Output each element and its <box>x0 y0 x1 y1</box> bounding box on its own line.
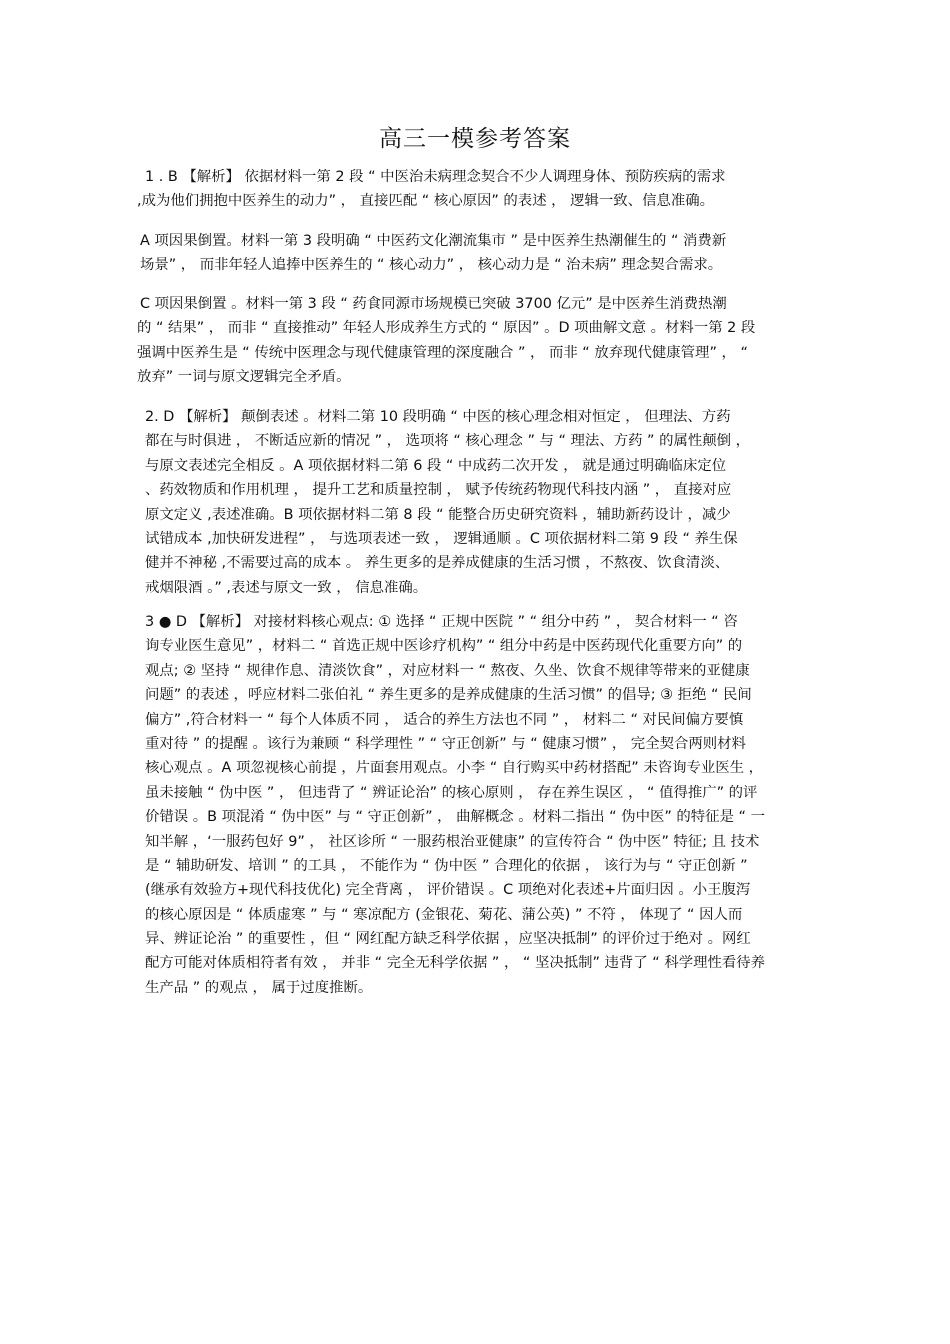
paragraph-line: 生产品 ” 的观点 ， 属于过度推断。 <box>145 979 373 996</box>
paragraph-line: 询专业医生意见” ，材料二 “ 首选正规中医诊疗机构” “ 组分中药是中医药现代化重要方向” 的 <box>145 638 743 655</box>
paragraph-line: 知半解 ，‘一服药包好 9” ， 社区诊所 “ 一服药根治亚健康” 的宣传符合 “ 伪中医” 特征; 且 技术 <box>145 833 760 850</box>
paragraph-line: 虽未接触 “ 伪中医 ” ， 但违背了 “ 辨证论治” 的核心原则 ， 存在养生误区 ， “ 值得推广” 的评 <box>145 784 758 801</box>
paragraph-line: A 项因果倒置。材料一第 3 段明确 “ 中医药文化潮流集市 ” 是中医养生热潮催生的 “ 消费新 <box>140 233 727 249</box>
paragraph-option-a <box>137 229 819 278</box>
paragraph-line: 观点; ② 坚持 “ 规律作息、清淡饮食” ，对应材料一 “ 熬夜、久坐、饮食不规律等带来的亚健康 <box>145 662 750 679</box>
paragraph-line: 价错误 。B 项混淆 “ 伪中医” 与 “ 守正创新” ， 曲解概念 。材料二指出 “ 伪中医” 的特征是 “ 一 <box>145 809 765 826</box>
paragraph-line: 的 “ 结果” ， 而非 “ 直接推动” 年轻人形成养生方式的 “ 原因” 。D 项曲解文意 。材料一第 2 段 <box>137 320 756 337</box>
paragraph-option-cd <box>137 292 819 390</box>
paragraph-line: 试错成本 ,加快研发进程” ， 与选项表述一致 ， 逻辑通顺 。C 项依据材料二第 9 段 “ 养生保 <box>145 530 738 547</box>
page-title: 高三一模参考答案 <box>379 126 571 152</box>
paragraph-line: 放弃” 一词与原文逻辑完全矛盾。 <box>137 369 351 386</box>
paragraph-line: 核心观点 。A 项忽视核心前提 ，片面套用观点。小李 “ 自行购买中药材搭配” 未咨询专业医生 ， <box>145 760 764 777</box>
paragraph-line: 健并不神秘 ,不需要过高的成本 。 养生更多的是养成健康的生活习惯 ，不熬夜、饮食清淡、 <box>145 555 730 572</box>
paragraph-line: ,成为他们拥抱中医养生的动力” ， 直接匹配 “ 核心原因” 的表述 ， 逻辑一致、信息准确。 <box>137 193 715 210</box>
paragraph-line: 的核心原因是 “ 体质虚寒 ” 与 “ 寒凉配方 (金银花、菊花、蒲公英) ” 不符 ， 体现了 “ 因人而 <box>145 906 743 923</box>
paragraph-line: 与原文表述完全相反 。A 项依据材料二第 6 段 “ 中成药二次开发 ， 就是通过明确临床定位 <box>145 457 727 474</box>
paragraph-line: 1 . B 【解析】 依据材料一第 2 段 “ 中医治未病理念契合不少人调理身体、预防疾病的需求 <box>145 169 726 185</box>
paragraph-q1-analysis <box>137 165 819 214</box>
paragraph-line: 都在与时俱进 ， 不断适应新的情况 ” ， 选项将 “ 核心理念 ” 与 “ 理法、方药 ” 的属性颠倒 ， <box>145 433 750 450</box>
paragraph-line: 重对待 ” 的提醒 。该行为兼顾 “ 科学理性 ” “ 守正创新” 与 “ 健康习惯” ， 完全契合两则材料 <box>145 735 746 752</box>
paragraph-line: 2. D 【解析】 颠倒表述 。材料二第 10 段明确 “ 中医的核心理念相对恒定 ， 但理法、方药 <box>145 409 731 425</box>
paragraph-line: (继承有效验方+现代科技优化) 完全背离 ， 评价错误 。C 项绝对化表述+片面归因 。小王腹泻 <box>145 882 751 899</box>
paragraph-line: 是 “ 辅助研发、培训 ” 的工具 ， 不能作为 “ 伪中医 ” 合理化的依据 ， 该行为与 “ 守正创新 ” <box>145 857 748 874</box>
paragraph-line: 配方可能对体质相符者有效 ， 并非 “ 完全无科学依据 ” ， “ 坚决抵制” 违背了 “ 科学理性看待养 <box>145 955 766 972</box>
paragraph-q3-analysis <box>137 610 819 1000</box>
paragraph-line: 偏方” ,符合材料一 “ 每个人体质不同 ， 适合的养生方法也不同 ” ， 材料二 “ 对民间偏方要慎 <box>145 711 744 728</box>
paragraph-q2-analysis <box>137 405 819 600</box>
paragraph-line: 原文定义 ,表述准确。B 项依据材料二第 8 段 “ 能整合历史研究资料 ，辅助新药设计 ，减少 <box>145 506 731 523</box>
paragraph-line: 戒烟限酒 。” ,表述与原文一致 ， 信息准确。 <box>145 579 428 596</box>
paragraph-line: 异、辨证论治 ” 的重要性 ，但 “ 网红配方缺乏科学依据 ，应坚决抵制” 的评价过于绝对 。网红 <box>145 931 751 948</box>
paragraph-line: 3 ● D 【解析】 对接材料核心观点: ① 选择 “ 正规中医院 ” “ 组分中药 ” ， 契合材料一 “ 咨 <box>145 614 738 630</box>
paragraph-line: 强调中医养生是 “ 传统中医理念与现代健康管理的深度融合 ” ， 而非 “ 放弃现代健康管理” ， “ <box>137 344 748 361</box>
paragraph-line: 问题” 的表述 ，呼应材料二张伯礼 “ 养生更多的是养成健康的生活习惯” 的倡导; ③ 拒绝 “ 民间 <box>145 687 752 704</box>
paragraph-line: 、药效物质和作用机理 ， 提升工艺和质量控制 ， 赋予传统药物现代科技内涵 ” ， 直接对应 <box>145 482 732 499</box>
paragraph-line: 场景” ， 而非年轻人追捧中医养生的 “ 核心动力” ， 核心动力是 “ 治未病” 理念契合需求。 <box>140 257 723 274</box>
paragraph-line: C 项因果倒置 。材料一第 3 段 “ 药食同源市场规模已突破 3700 亿元” 是中医养生消费热潮 <box>140 296 727 312</box>
